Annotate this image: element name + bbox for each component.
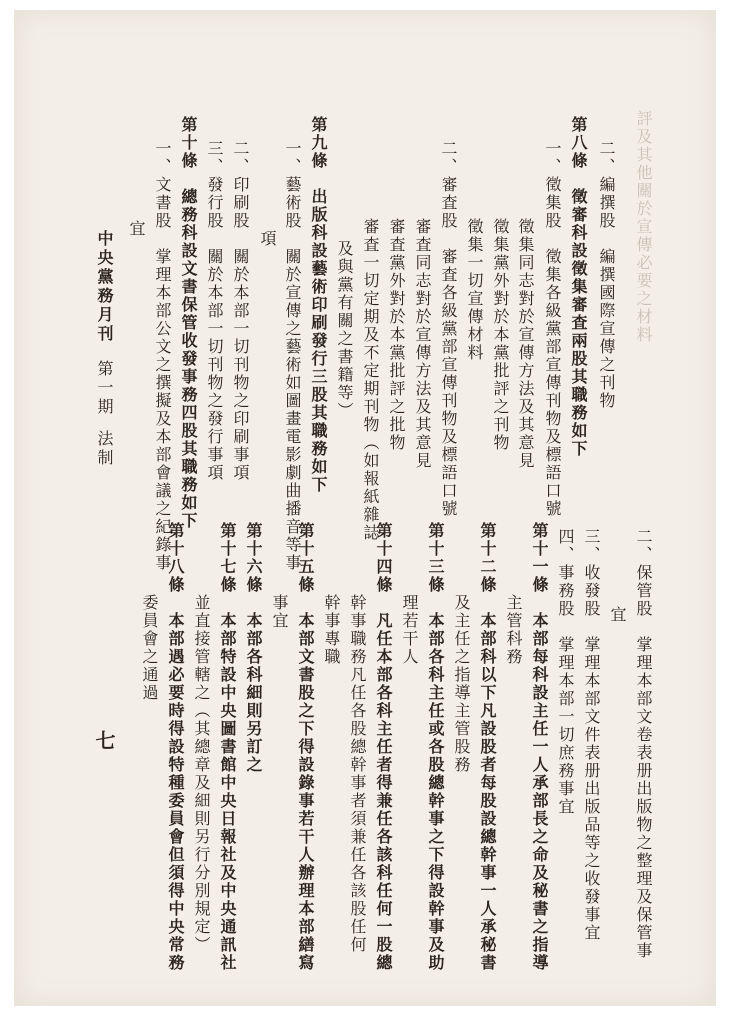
section-name: 法制: [95, 430, 114, 468]
text-line: 審査一切定期及不定期刊物（如報紙雜誌: [361, 218, 380, 542]
text-line: 徵集同志對於宣傳方法及其意見: [516, 218, 535, 470]
text-line: 及主任之指導主管股務: [452, 594, 471, 774]
text-line: 二、審査股 審査各級黨部宣傳刊物及標語口號: [439, 140, 458, 518]
article-11: 第十一條 本部每科設主任一人承部長之命及秘書之指導: [530, 522, 549, 972]
text-line: 幹事職務凡任各股總幹事者須兼任各該股任何: [348, 594, 367, 954]
article-16: 第十六條 本部各科細則另訂之: [244, 522, 263, 774]
text-line: 三、收發股 掌理本部文件表册出版品等之收發事宜: [582, 528, 601, 942]
text-line: 宜: [608, 606, 627, 624]
article-18: 第十八條 本部遇必要時得設特種委員會但須得中央常務: [166, 522, 185, 972]
text-line: 二、印刷股 關於本部一切刊物之印刷事項: [231, 140, 250, 482]
text-line: 宜: [127, 220, 146, 238]
article-9: 第九條 出版科設藝術印刷發行三股其職務如下: [309, 116, 328, 494]
text-line: 項: [258, 230, 277, 248]
text-line: 並直接管轄之（其總章及細則另行分別規定）: [192, 594, 211, 954]
text-line: 徵集黨外對於本黨批評之刊物: [491, 218, 510, 452]
text-line: 一、文書股 掌理本部公文之撰擬及本部會議之紀錄事: [153, 140, 172, 572]
bleed-through-text: 評及其他關於宣傳必要之材料: [634, 110, 653, 344]
article-14: 第十四條 凡任本部各科主任者得兼任各該科任何一股總: [374, 522, 393, 972]
page-number: 七: [92, 730, 116, 752]
text-line: 二、編撰股 編撰國際宣傳之刊物: [597, 140, 616, 410]
issue-number: 第一期: [95, 360, 114, 417]
text-line: 一、藝術股 關於宣傳之藝術如圖畫電影劇曲播音等事: [283, 140, 302, 572]
article-15: 第十五條 本部文書股之下得設錄事若干人辦理本部繕寫: [296, 522, 315, 972]
article-17: 第十七條 本部特設中央圖書館中央日報社及中央通訊社: [218, 522, 237, 972]
text-line: 主管科務: [504, 594, 523, 666]
text-line: 二、保管股 掌理本部文卷表册出版物之整理及保管事: [634, 528, 653, 960]
journal-title: 中央黨務月刊: [95, 230, 114, 344]
article-8: 第八條 徵審科設徵集審査兩股其職務如下: [569, 116, 588, 458]
text-line: 幹事專職: [322, 594, 341, 666]
article-10: 第十條 總務科設文書保管收發事務四股其職務如下: [179, 116, 198, 530]
text-line: 三、發行股 關於本部一切刊物之發行事項: [205, 140, 224, 482]
text-line: 事宜: [270, 594, 289, 630]
text-line: 徵集一切宣傳材料: [465, 218, 484, 362]
document-page: [14, 10, 716, 1006]
text-line: 理若干人: [400, 594, 419, 666]
article-12: 第十二條 本部科以下凡設股者每股設總幹事一人承秘書: [478, 522, 497, 972]
text-line: 四、事務股 掌理本部一切庶務事宜: [556, 528, 575, 816]
text-line: 審査同志對於宣傳方法及其意見: [413, 218, 432, 470]
article-13: 第十三條 本部各科主任或各股總幹事之下得設幹事及助: [426, 522, 445, 972]
text-line: 委員會之通過: [140, 594, 159, 702]
text-line: 一、徵集股 徵集各級黨部宣傳刊物及標語口號: [543, 140, 562, 518]
text-line: 及與黨有關之書籍等）: [335, 240, 354, 420]
text-line: 審査黨外對於本黨批評之批物: [387, 218, 406, 452]
